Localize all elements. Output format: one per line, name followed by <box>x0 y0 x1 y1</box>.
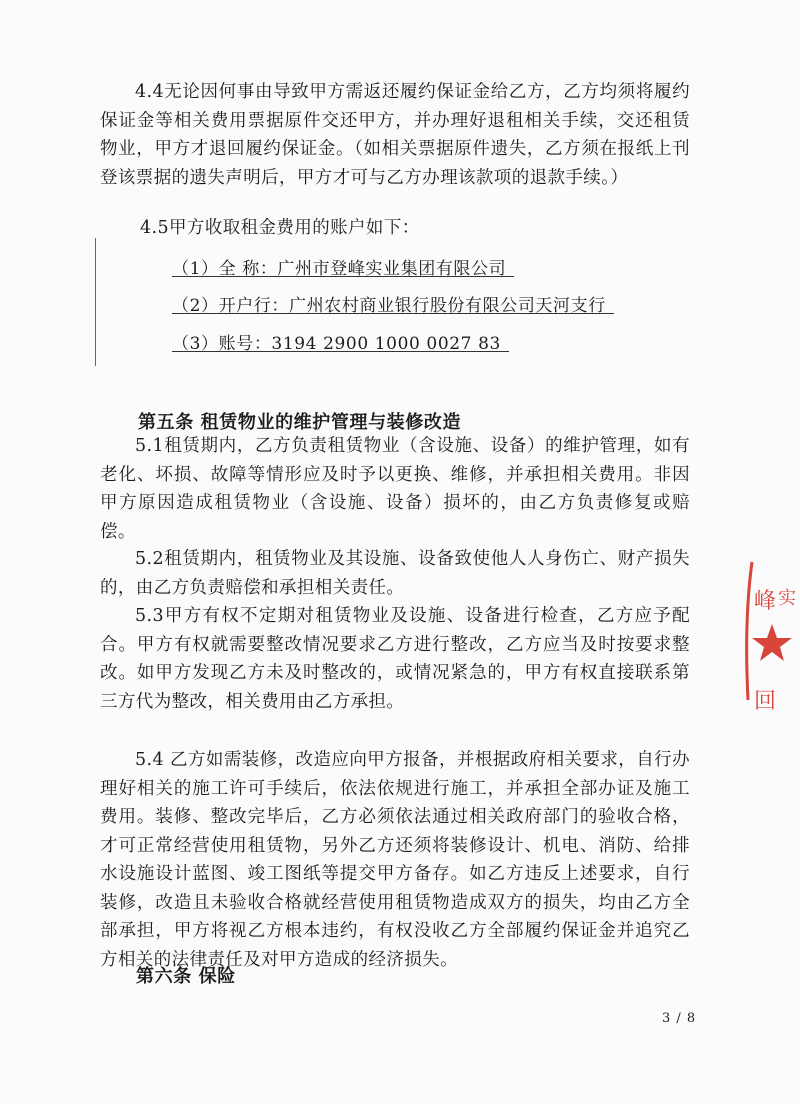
clause-5-3: 5.3甲方有权不定期对租赁物业及设施、设备进行检查，乙方应予配合。甲方有权就需要整改情况要求乙方进行整改，乙方应当及时按要求整改。如甲方发现乙方未及时整改的，或情况紧急的，甲方有权直接联系第三方代为整改，相关费用由乙方承担。 <box>100 606 690 712</box>
clause-4-4: 4.4无论因何事由导致甲方需返还履约保证金给乙方，乙方均须将履约保证金等相关费用票据原件交还甲方，并办理好退租相关手续，交还租赁物业，甲方才退回履约保证金。（如相关票据原件遗失，乙方须在报纸上刊登该票据的遗失声明后，甲方才可与乙方办理该款项的退款手续。） <box>100 82 690 188</box>
clause-4-5: 4.5甲方收取租金费用的账户如下： <box>140 218 420 238</box>
account-name: （1）全 称：广州市登峰实业集团有限公司 <box>172 254 514 277</box>
account-number: （3）账号：3194 2900 1000 0027 83 <box>172 329 509 352</box>
clause-5-2: 5.2租赁期内，租赁物业及其设施、设备致使他人人身伤亡、财产损失的，由乙方负责赔偿和承担相关责任。 <box>100 549 690 598</box>
svg-text:实: 实 <box>778 588 796 609</box>
account-bank: （2）开户行：广州农村商业银行股份有限公司天河支行 <box>172 291 614 314</box>
clause-5-1: 5.1租赁期内，乙方负责租赁物业（含设施、设备）的维护管理，如有老化、坏损、故障等情形应及时予以更换、维修，并承担相关费用。非因甲方原因造成租赁物业（含设施、设备）损坏的，由乙方负责修复或赔偿。 <box>100 436 690 542</box>
svg-text:峰: 峰 <box>754 589 777 614</box>
article-5-title: 第五条 租赁物业的维护管理与装修改造 <box>138 412 462 433</box>
article-6-title: 第六条 保险 <box>136 966 236 987</box>
clause-5-4: 5.4 乙方如需装修，改造应向甲方报备，并根据政府相关要求，自行办理好相关的施工许可手续后，依法依规进行施工，并承担全部办证及施工费用。装修、整改完毕后，乙方必须依法通过相关政府部门的验收合格，才可正常经营使用租赁物，另外乙方还须将装修设计、机电、消防、给排水设施设计蓝图、竣工图纸等提交甲方备存。如乙方违反上述要求，自行装修，改造且未验收合格就经营使用租赁物造成双方的损失，均由乙方全部承担，甲方将视乙方根本违约，有权没收乙方全部履约保证金并追究乙方相关的法律责任及对甲方造成的经济损失。 <box>100 750 690 970</box>
company-seal <box>740 560 800 730</box>
margin-line <box>95 238 96 366</box>
page-number: 3 / 8 <box>662 1011 697 1026</box>
svg-text:回: 回 <box>754 689 777 714</box>
